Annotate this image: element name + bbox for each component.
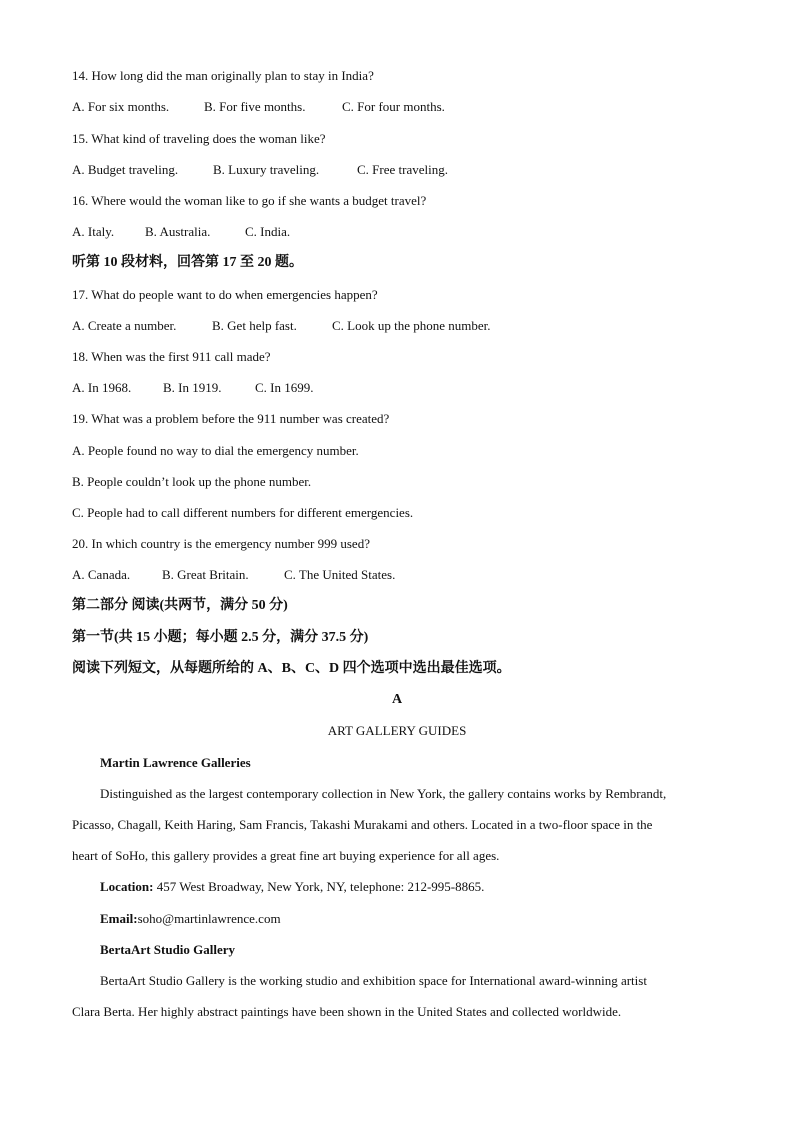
options-14 xyxy=(72,99,722,115)
passage-letter: A xyxy=(391,692,403,707)
options-16 xyxy=(72,224,722,240)
gallery-1-para-line-2: Picasso, Chagall, Keith Haring, Sam Francis, Takashi Murakami and others. Located in a two-floor space in the xyxy=(72,817,653,832)
option-c: C. The United States. xyxy=(284,567,396,582)
options-15 xyxy=(72,162,722,178)
option-c: C. Free traveling. xyxy=(357,162,448,177)
option-19-c: C. People had to call different numbers for different emergencies. xyxy=(72,505,414,520)
reading-instruction: 阅读下列短文，从每题所给的 A、B、C、D 四个选项中选出最佳选项。 xyxy=(72,661,511,676)
option-a: A. For six months. xyxy=(72,99,170,114)
option-b: B. Australia. xyxy=(145,224,211,239)
section-10-heading: 听第 10 段材料，回答第 17 至 20 题。 xyxy=(72,255,303,270)
email-value: soho@martinlawrence.com xyxy=(137,911,281,926)
gallery-1-para-line-1: Distinguished as the largest contemporary collection in New York, the gallery contains works by Rembrandt, xyxy=(100,786,667,801)
option-b: B. In 1919. xyxy=(163,380,222,395)
option-a: A. Budget traveling. xyxy=(72,162,179,177)
option-c: C. Look up the phone number. xyxy=(332,318,491,333)
part-2-title: 第二部分 阅读(共两节，满分 50 分) xyxy=(72,598,288,613)
question-15: 15. What kind of traveling does the woman like? xyxy=(72,131,326,146)
passage-title: ART GALLERY GUIDES xyxy=(327,723,467,738)
question-17: 17. What do people want to do when emergencies happen? xyxy=(72,287,378,302)
option-19-b: B. People couldn’t look up the phone number. xyxy=(72,474,312,489)
gallery-2-para-line-1: BertaArt Studio Gallery is the working studio and exhibition space for International award-winning artist xyxy=(100,973,647,988)
option-a: A. Create a number. xyxy=(72,318,177,333)
question-20: 20. In which country is the emergency number 999 used? xyxy=(72,536,370,551)
option-c: C. For four months. xyxy=(342,99,445,114)
gallery-1-name: Martin Lawrence Galleries xyxy=(100,755,251,770)
question-16: 16. Where would the woman like to go if she wants a budget travel? xyxy=(72,193,427,208)
options-17 xyxy=(72,318,722,334)
location-value: 457 West Broadway, New York, NY, telephone: 212-995-8865. xyxy=(153,879,485,894)
option-a: A. In 1968. xyxy=(72,380,132,395)
gallery-2-name: BertaArt Studio Gallery xyxy=(100,942,236,957)
option-b: B. Great Britain. xyxy=(162,567,249,582)
gallery-1-location xyxy=(100,879,722,895)
options-20 xyxy=(72,567,722,583)
option-b: B. For five months. xyxy=(204,99,306,114)
gallery-2-para-line-2: Clara Berta. Her highly abstract paintings have been shown in the United States and collected worldwide. xyxy=(72,1004,622,1019)
question-14: 14. How long did the man originally plan to stay in India? xyxy=(72,68,374,83)
option-b: B. Luxury traveling. xyxy=(213,162,320,177)
option-c: C. India. xyxy=(245,224,291,239)
options-18 xyxy=(72,380,722,396)
gallery-1-email xyxy=(100,911,722,927)
email-label: Email: xyxy=(100,911,138,926)
gallery-1-para-line-3: heart of SoHo, this gallery provides a great fine art buying experience for all ages. xyxy=(72,848,500,863)
question-19: 19. What was a problem before the 911 number was created? xyxy=(72,411,390,426)
question-18: 18. When was the first 911 call made? xyxy=(72,349,271,364)
option-a: A. Canada. xyxy=(72,567,131,582)
location-label: Location: xyxy=(100,879,154,894)
option-c: C. In 1699. xyxy=(255,380,314,395)
section-1-title: 第一节(共 15 小题；每小题 2.5 分，满分 37.5 分) xyxy=(72,630,369,645)
option-b: B. Get help fast. xyxy=(212,318,297,333)
option-a: A. Italy. xyxy=(72,224,115,239)
option-19-a: A. People found no way to dial the emergency number. xyxy=(72,443,359,458)
